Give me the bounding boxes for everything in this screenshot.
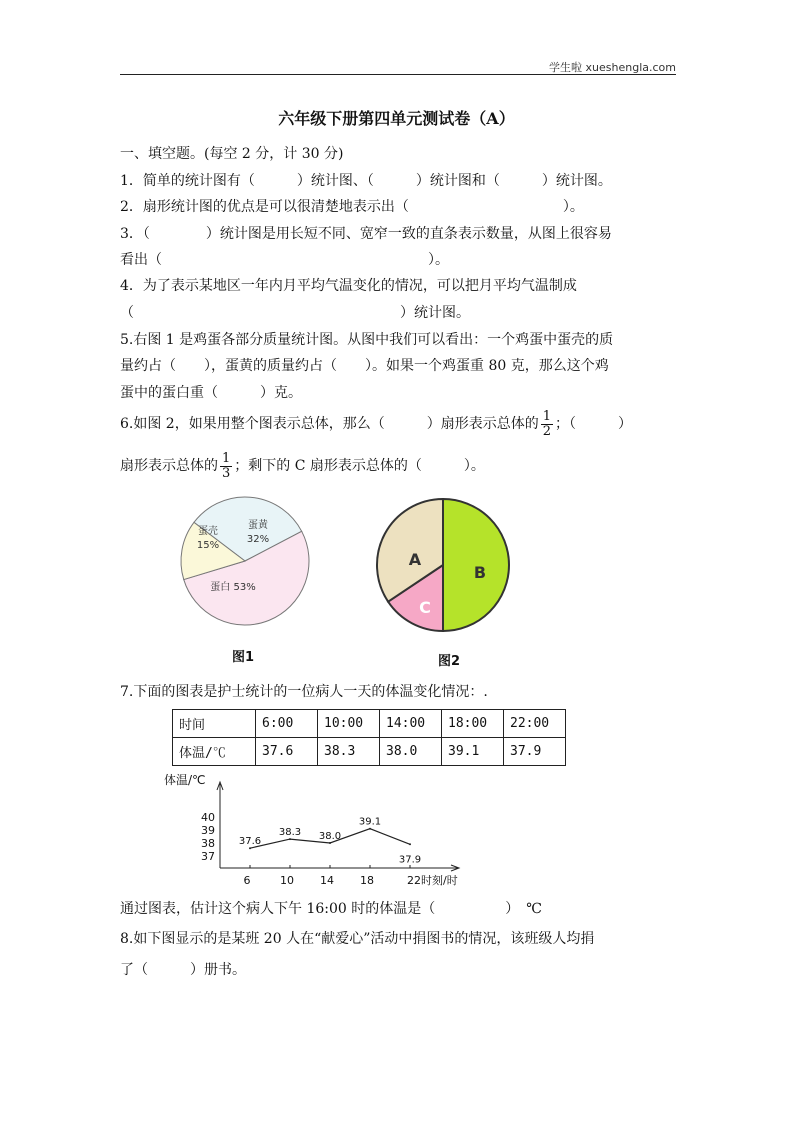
- x-tick-label: 18: [360, 874, 374, 887]
- x-tick-label: 14: [320, 874, 334, 887]
- data-point: [329, 842, 331, 844]
- fraction-one-third: [220, 452, 232, 481]
- question-6-line-2: [120, 448, 485, 484]
- figure-1-label: 图1: [232, 650, 255, 665]
- question-3-line-1: 3．（ ）统计图是用长短不同、宽窄一致的直条表示数量，从图上很容易: [120, 226, 612, 242]
- fraction-numerator: 1: [222, 450, 231, 466]
- data-point: [409, 843, 411, 845]
- question-5-line-1: 5.右图 1 是鸡蛋各部分质量统计图。从图中我们可以看出：一个鸡蛋中蛋壳的质: [120, 332, 614, 348]
- question-6-text-c: 扇形表示总体的: [120, 458, 218, 474]
- question-5-line-3: 蛋中的蛋白重（ ）克。: [120, 385, 302, 401]
- fraction-denominator: 2: [542, 423, 551, 439]
- table-cell: 37.6: [256, 738, 318, 766]
- question-6-text-b: ；（ ）: [555, 416, 632, 432]
- table-cell: 37.9: [504, 738, 566, 766]
- x-tick-label: 22时刻/时: [407, 874, 458, 887]
- table-cell: 38.3: [318, 738, 380, 766]
- y-tick-label: 39: [201, 824, 215, 837]
- temperature-line-chart: [160, 770, 470, 890]
- data-label: 38.3: [278, 827, 302, 839]
- table-cell: 10:00: [318, 710, 380, 738]
- question-4-line-2: （ ）统计图。: [120, 305, 470, 321]
- figure-2-label: 图2: [438, 654, 461, 669]
- data-label: 37.9: [398, 854, 422, 866]
- fraction-denominator: 3: [222, 465, 231, 481]
- pie-slice-percent: 32%: [246, 534, 270, 545]
- question-6-text-d: ；剩下的 C 扇形表示总体的（ ）。: [234, 458, 485, 474]
- data-point: [249, 847, 251, 849]
- header-site: 学生啦 xueshengla.com: [549, 61, 676, 74]
- question-4-line-1: 4．为了表示某地区一年内月平均气温变化的情况，可以把月平均气温制成: [120, 278, 577, 294]
- table-cell: 6:00: [256, 710, 318, 738]
- pie-slice-label: 蛋白 53%: [210, 582, 256, 593]
- question-5-line-2: 量约占（ ），蛋黄的质量约占（ ）。如果一个鸡蛋重 80 克，那么这个鸡: [120, 358, 609, 374]
- x-tick-label: 6: [243, 874, 251, 887]
- question-8-line-1: 8.如下图显示的是某班 20 人在“献爱心”活动中捐图书的情况，该班级人均捐: [120, 931, 595, 947]
- y-axis-label: 体温/℃: [164, 773, 206, 787]
- data-label: 37.6: [238, 836, 262, 848]
- data-point: [289, 838, 291, 840]
- fraction-one-half: [541, 410, 553, 439]
- table-cell: 38.0: [380, 738, 442, 766]
- table-row: [173, 710, 566, 738]
- question-8-line-2: 了（ ）册书。: [120, 962, 246, 978]
- pie-slice-label: 蛋壳: [198, 526, 218, 537]
- abc-pie-chart: [365, 495, 515, 637]
- data-label: 39.1: [358, 816, 382, 828]
- table-header-cell: 时间: [173, 710, 256, 738]
- fraction-numerator: 1: [542, 408, 551, 424]
- pie-slice-percent: 15%: [196, 540, 220, 551]
- y-tick-label: 38: [201, 837, 215, 850]
- question-6-text-a: 6.如图 2，如果用整个图表示总体，那么（ ）扇形表示总体的: [120, 416, 539, 432]
- pie-slice-label-C: C: [419, 598, 431, 617]
- question-6-line-1: [120, 406, 632, 442]
- table-cell: 22:00: [504, 710, 566, 738]
- table-cell: 39.1: [442, 738, 504, 766]
- y-tick-label: 40: [201, 811, 215, 824]
- table-header-cell: 体温/℃: [173, 738, 256, 766]
- egg-composition-pie-chart: [170, 490, 320, 632]
- table-cell: 18:00: [442, 710, 504, 738]
- question-1: 1．简单的统计图有（ ）统计图、（ ）统计图和（ ）统计图。: [120, 173, 612, 189]
- question-7-follow-up: 通过图表，估计这个病人下午 16:00 时的体温是（ ） ℃: [120, 901, 542, 917]
- y-tick-label: 37: [201, 850, 215, 863]
- temperature-table: [172, 709, 566, 766]
- question-2: 2．扇形统计图的优点是可以很清楚地表示出（ ）。: [120, 199, 584, 215]
- question-7: 7.下面的图表是护士统计的一位病人一天的体温变化情况：.: [120, 684, 488, 700]
- header-divider: [120, 74, 676, 75]
- table-cell: 14:00: [380, 710, 442, 738]
- pie-slice-label-B: B: [473, 563, 487, 582]
- x-tick-label: 10: [280, 874, 294, 887]
- data-label: 38.0: [318, 831, 342, 842]
- pie-slice-label: 蛋黄: [248, 520, 268, 531]
- section-heading: 一、填空题。(每空 2 分，计 30 分): [120, 146, 344, 162]
- page-title: 六年级下册第四单元测试卷（A）: [278, 109, 515, 128]
- question-3-line-2: 看出（ ）。: [120, 252, 449, 268]
- pie-slice-label-A: A: [408, 550, 422, 569]
- data-point: [369, 828, 371, 830]
- table-row: [173, 738, 566, 766]
